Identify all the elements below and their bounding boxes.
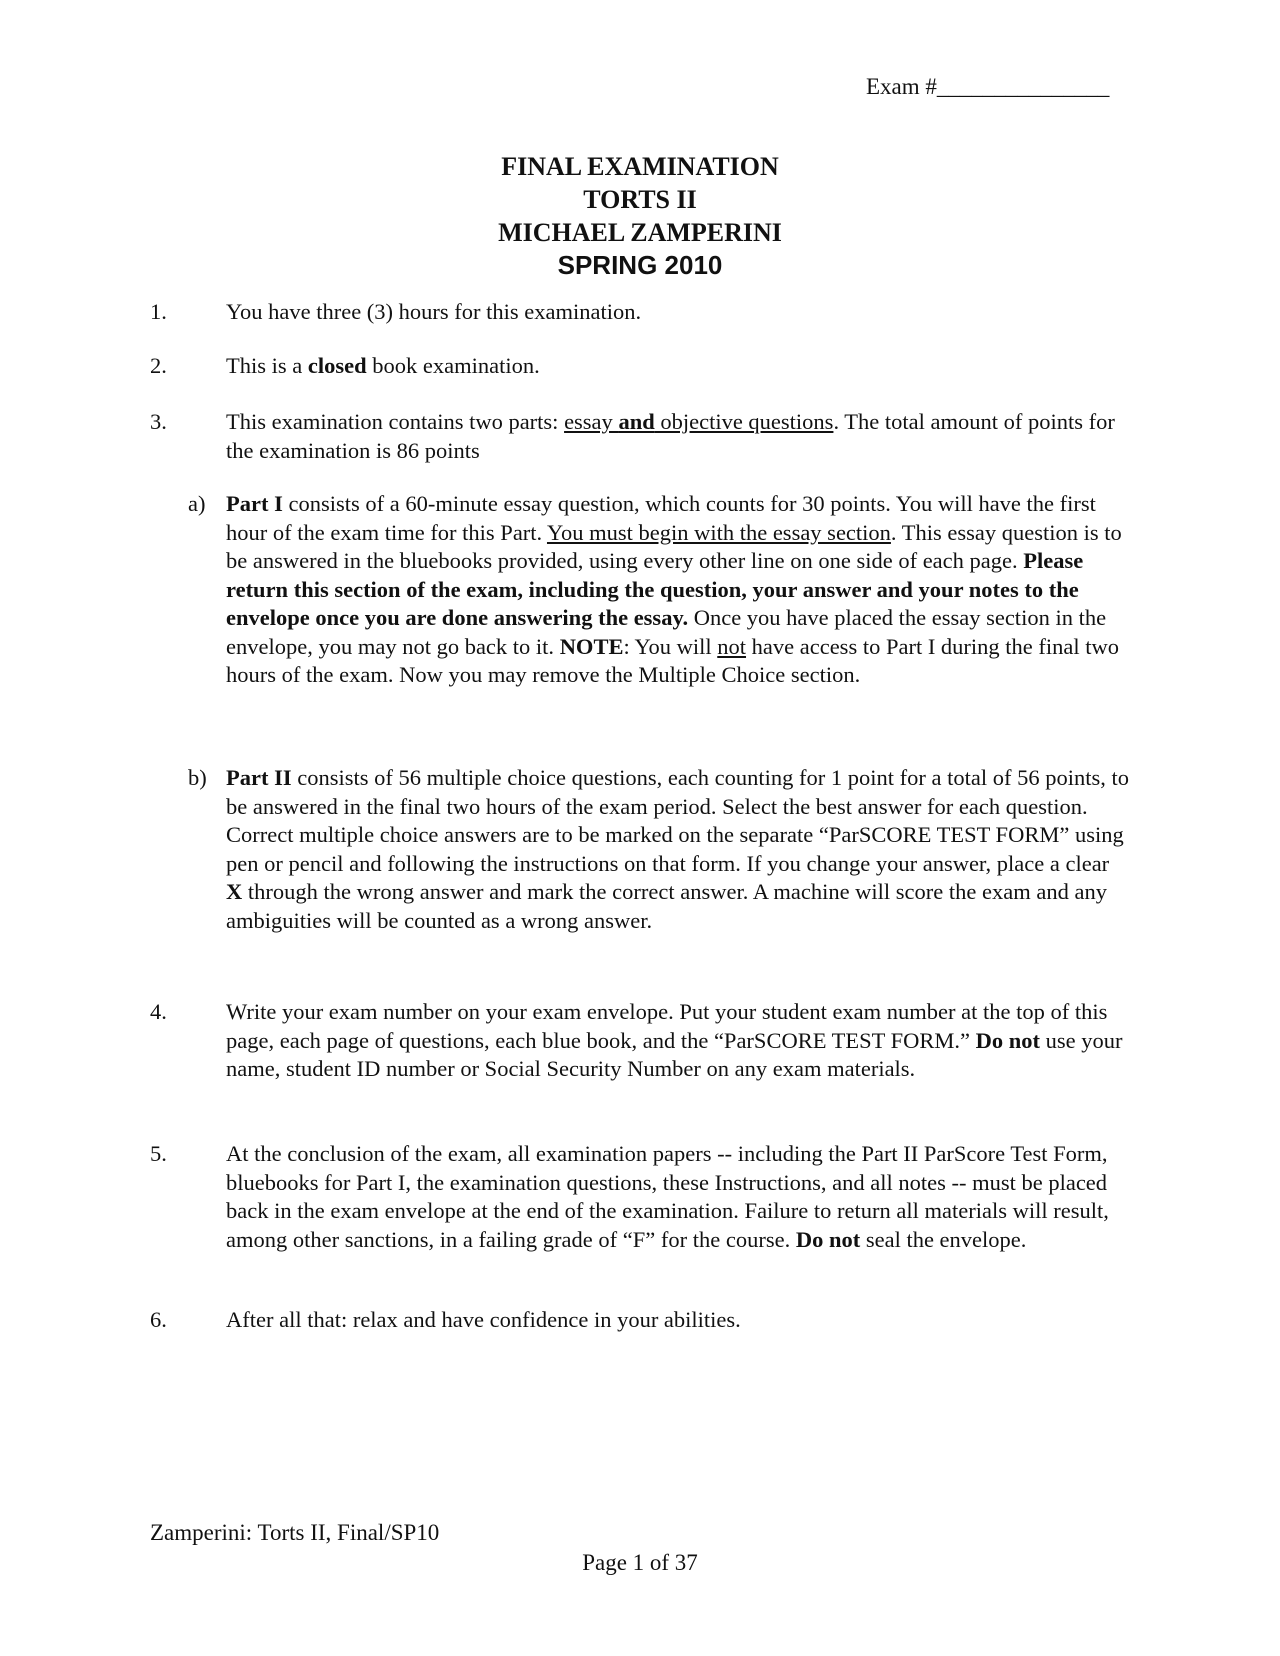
item-text: You have three (3) hours for this examination. bbox=[226, 299, 642, 324]
bold-run: Part II bbox=[226, 765, 292, 790]
item-text bbox=[226, 352, 1130, 381]
underlined-run: You must begin with the essay section bbox=[546, 519, 891, 545]
item-number: 4. bbox=[150, 999, 167, 1024]
item-number: 2. bbox=[150, 353, 167, 378]
text-run: use your name, student ID number or Social Security Number on any exam materials. bbox=[226, 1027, 1123, 1081]
subitem-text bbox=[226, 764, 1130, 935]
item-number: 1. bbox=[150, 299, 167, 324]
text-run: essay bbox=[564, 409, 619, 434]
exam-number-field: Exam #_______________ bbox=[866, 74, 1110, 99]
text-run: Once you have placed the essay section in the envelope, you may not go back to it. bbox=[226, 605, 1107, 659]
underlined-run: not bbox=[717, 633, 747, 659]
item-text: After all that: relax and have confidence in your abilities. bbox=[226, 1307, 741, 1332]
item-number: 6. bbox=[150, 1307, 167, 1332]
text-run: seal the envelope. bbox=[860, 1226, 1027, 1252]
title-line-course: TORTS II bbox=[583, 185, 697, 214]
bold-run: Please return this section of the exam, including the question, your answer and your notes to the envelope once you are done answering the essay. bbox=[226, 548, 1084, 630]
title-line-term: SPRING 2010 bbox=[557, 250, 723, 280]
text-run: At the conclusion of the exam, all examination papers -- including the Part II ParScore Test Form, bluebooks for Part I, the examination questions, these Instructions, and all notes -- must be placed back in the exam envelope at the end of the examination. Failure to return all materials will result, among other sanctions, in a failing grade of “F” for the course. bbox=[226, 1141, 1109, 1252]
bold-run: X bbox=[226, 879, 243, 904]
bold-run: Do not bbox=[795, 1226, 861, 1252]
text-run: Write your exam number on your exam envelope. Put your student exam number at the top of this page, each page of questions, each blue book, and the “ParSCORE TEST FORM.” bbox=[226, 999, 1108, 1053]
subitem-label: a) bbox=[188, 491, 206, 516]
footer-page-number: Page 1 of 37 bbox=[582, 1550, 698, 1575]
title-block bbox=[0, 150, 1280, 282]
bold-run: Part I bbox=[226, 491, 283, 516]
subitem-label: b) bbox=[188, 765, 207, 790]
text-run: through the wrong answer and mark the correct answer. A machine will score the exam and any ambiguities will be counted as a wrong answer. bbox=[226, 879, 1107, 933]
item-number: 3. bbox=[150, 409, 167, 434]
text-run: book examination. bbox=[366, 353, 540, 378]
text-run: objective questions bbox=[654, 409, 834, 434]
text-run: consists of 56 multiple choice questions, each counting for 1 point for a total of 56 points, to be answered in the final two hours of the exam period. Select the best answer for each question. Correct multiple choice answers are to be marked on the separate “ParSCORE TEST FORM” using pen or pencil and following the instructions on that form. If you change your answer, place a clear bbox=[226, 765, 1129, 876]
item-number: 5. bbox=[150, 1141, 167, 1166]
text-run: . This essay question is to be answered in the bluebooks provided, using every other line on one side of each page. bbox=[226, 519, 1122, 573]
bold-run: closed bbox=[307, 353, 367, 378]
text-run: have access to Part I during the final two hours of the exam. Now you may remove the Multiple Choice section. bbox=[226, 633, 1120, 687]
bold-run: Do not bbox=[975, 1027, 1041, 1053]
text-run: consists of a 60-minute essay question, which counts for 30 points. You will have the first hour of the exam time for this Part. bbox=[226, 491, 1096, 545]
item-text bbox=[226, 1140, 1130, 1254]
title-line-final-examination: FINAL EXAMINATION bbox=[501, 152, 779, 181]
text-run: . The total amount of points for the examination is 86 points bbox=[226, 409, 1115, 463]
bold-run: NOTE bbox=[559, 633, 624, 659]
text-run: This examination contains two parts: bbox=[226, 409, 565, 434]
footer-course-ref: Zamperini: Torts II, Final/SP10 bbox=[150, 1520, 440, 1545]
underlined-run bbox=[564, 409, 833, 434]
subitem-text bbox=[226, 490, 1130, 690]
text-run: : You will bbox=[623, 633, 718, 659]
bold-run: and bbox=[618, 409, 655, 434]
text-run: This is a bbox=[226, 353, 308, 378]
item-text bbox=[226, 408, 1130, 465]
item-text bbox=[226, 998, 1130, 1084]
title-line-instructor: MICHAEL ZAMPERINI bbox=[498, 218, 782, 247]
